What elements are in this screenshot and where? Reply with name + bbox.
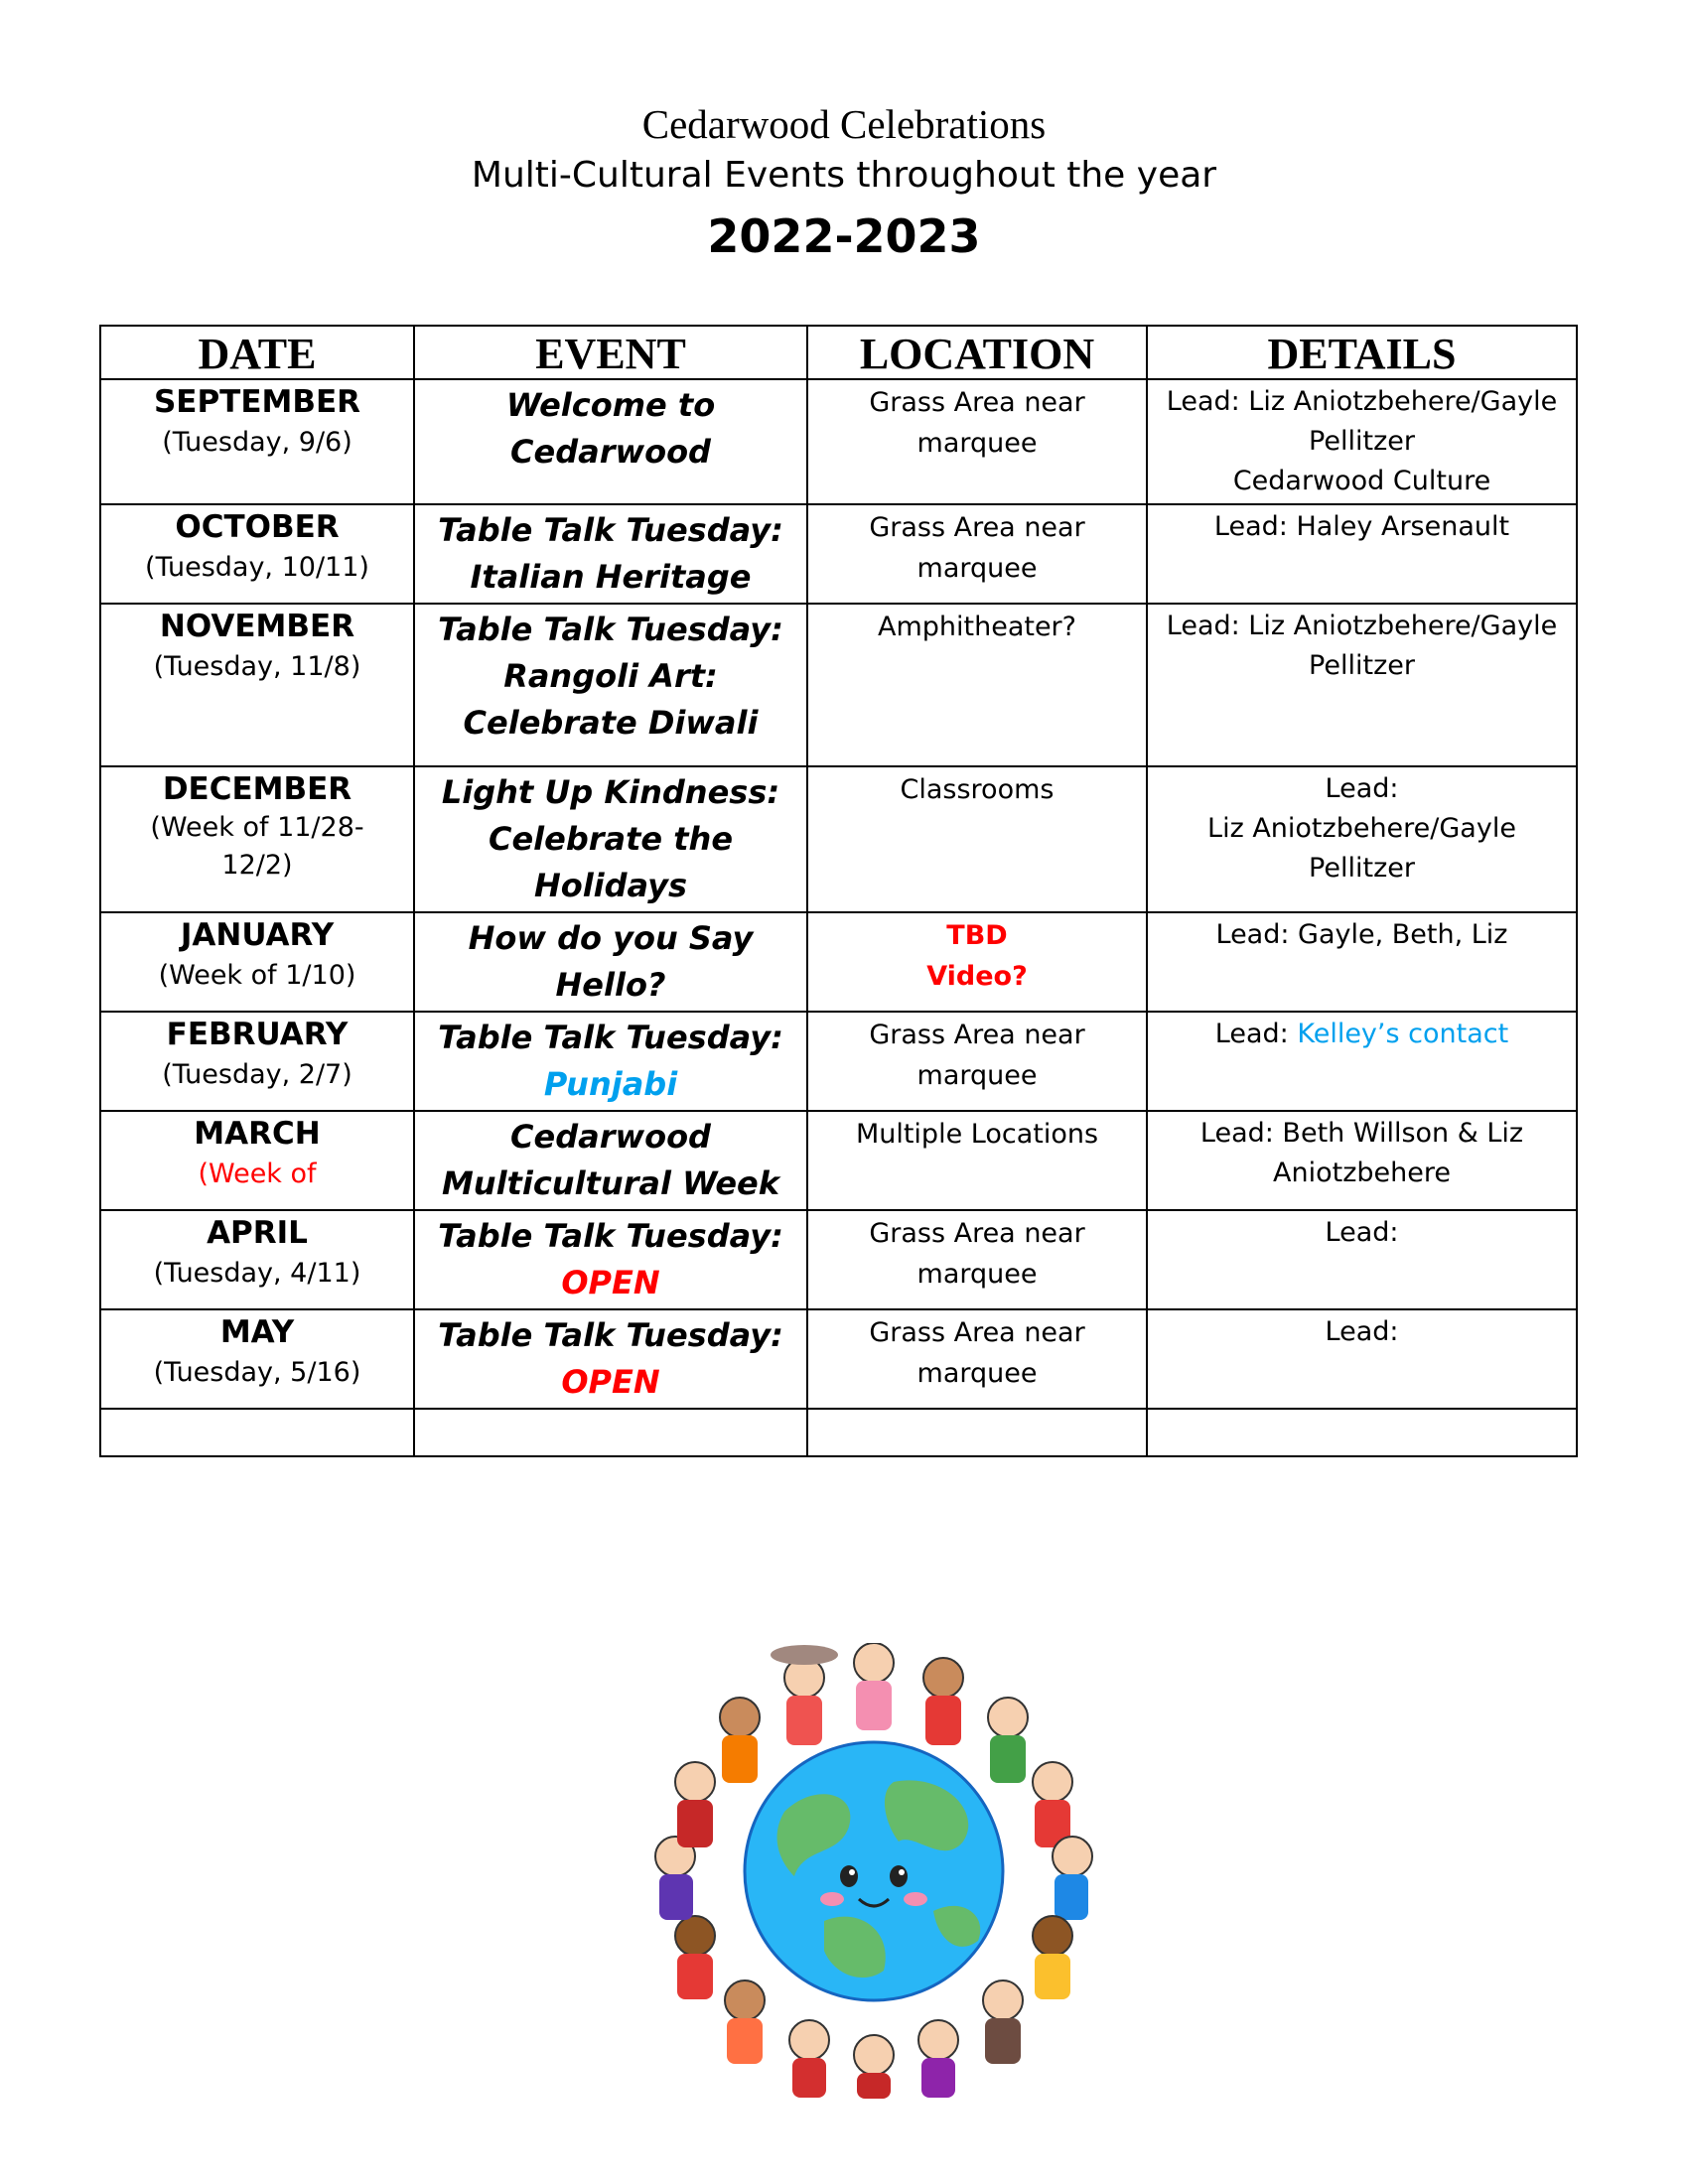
details-cell xyxy=(1147,766,1577,912)
event-line: Multicultural Week xyxy=(441,1164,780,1202)
date-cell xyxy=(100,504,414,604)
location-line: Grass Area near xyxy=(869,1020,1085,1050)
school-year: 2022-2023 xyxy=(707,209,981,263)
date-cell xyxy=(100,1210,414,1309)
location-cell xyxy=(807,379,1147,504)
date-detail: (Week of 1/10) xyxy=(158,960,356,991)
table-row xyxy=(100,604,1577,766)
location-line: marquee xyxy=(916,1060,1038,1091)
table-row xyxy=(100,504,1577,604)
empty-cell xyxy=(807,1409,1147,1456)
location-line: Amphitheater? xyxy=(877,612,1076,642)
details-cell xyxy=(1147,1210,1577,1309)
event-line: Table Talk Tuesday: xyxy=(438,1217,783,1255)
month-label: SEPTEMBER xyxy=(153,384,361,420)
event-line: Table Talk Tuesday: xyxy=(438,611,783,648)
table-row xyxy=(100,912,1577,1012)
event-line: Cedarwood xyxy=(510,433,711,471)
details-line: Lead: xyxy=(1325,1316,1399,1347)
details-cell xyxy=(1147,604,1577,766)
location-line: TBD xyxy=(946,920,1008,951)
details-cell xyxy=(1147,1111,1577,1210)
month-label: DECEMBER xyxy=(162,771,352,807)
event-cell xyxy=(414,1210,807,1309)
details-line xyxy=(1152,1015,1572,1054)
event-cell xyxy=(414,604,807,766)
date-detail: 12/2) xyxy=(221,850,293,881)
location-cell xyxy=(807,504,1147,604)
table-row xyxy=(100,1210,1577,1309)
event-line: Celebrate Diwali xyxy=(463,704,759,742)
month-label: FEBRUARY xyxy=(166,1017,349,1052)
location-cell xyxy=(807,1309,1147,1409)
event-line: Welcome to xyxy=(505,386,716,424)
location-line: marquee xyxy=(916,1358,1038,1389)
date-cell xyxy=(100,379,414,504)
details-cell xyxy=(1147,379,1577,504)
details-line: Pellitzer xyxy=(1309,426,1415,457)
details-cell xyxy=(1147,912,1577,1012)
table-row xyxy=(100,766,1577,912)
children-around-globe-illustration xyxy=(645,1643,1102,2100)
location-line: marquee xyxy=(916,1259,1038,1290)
date-detail: (Tuesday, 9/6) xyxy=(162,427,352,458)
location-cell xyxy=(807,766,1147,912)
date-cell xyxy=(100,766,414,912)
location-cell xyxy=(807,1210,1147,1309)
document-subtitle: Multi-Cultural Events throughout the year xyxy=(471,155,1217,196)
event-line: Rangoli Art: xyxy=(503,657,718,695)
location-line: Multiple Locations xyxy=(855,1119,1099,1150)
details-cell xyxy=(1147,1309,1577,1409)
event-cell xyxy=(414,1012,807,1111)
date-cell xyxy=(100,604,414,766)
date-detail: (Tuesday, 10/11) xyxy=(145,552,369,583)
details-line: Lead: Liz Aniotzbehere/Gayle xyxy=(1166,386,1558,417)
column-header-location: LOCATION xyxy=(807,326,1147,379)
event-line: Punjabi xyxy=(543,1065,678,1103)
table-header-row xyxy=(100,326,1577,379)
location-cell xyxy=(807,604,1147,766)
column-header-details: DETAILS xyxy=(1147,326,1577,379)
empty-cell xyxy=(100,1409,414,1456)
globe xyxy=(745,1742,1003,2000)
date-detail: (Week of xyxy=(198,1159,317,1189)
location-line: Grass Area near xyxy=(869,1317,1085,1348)
details-line: Lead: Beth Willson & Liz xyxy=(1199,1118,1524,1149)
events-table xyxy=(99,325,1578,1457)
event-cell xyxy=(414,1309,807,1409)
column-header-date: DATE xyxy=(100,326,414,379)
empty-cell xyxy=(414,1409,807,1456)
details-line: Aniotzbehere xyxy=(1273,1158,1451,1188)
empty-row xyxy=(100,1409,1577,1456)
details-cell xyxy=(1147,504,1577,604)
details-line: Lead: Haley Arsenault xyxy=(1213,511,1510,542)
table-row xyxy=(100,1111,1577,1210)
details-line: Lead: xyxy=(1325,773,1399,804)
event-line: Table Talk Tuesday: xyxy=(438,511,783,549)
event-line: Table Talk Tuesday: xyxy=(438,1019,783,1056)
location-cell xyxy=(807,1111,1147,1210)
date-detail: (Tuesday, 4/11) xyxy=(153,1258,361,1289)
event-cell xyxy=(414,912,807,1012)
globe-illustration-svg xyxy=(645,1643,1102,2100)
month-label: MARCH xyxy=(194,1116,321,1152)
event-cell xyxy=(414,504,807,604)
location-line: Grass Area near xyxy=(869,1218,1085,1249)
event-cell xyxy=(414,379,807,504)
details-prefix: Lead: xyxy=(1214,1019,1298,1049)
event-line: How do you Say Hello? xyxy=(468,919,754,1004)
event-line: Celebrate the Holidays xyxy=(488,820,734,904)
details-line: Lead: Gayle, Beth, Liz xyxy=(1215,919,1508,950)
location-cell xyxy=(807,1012,1147,1111)
details-line: Pellitzer xyxy=(1309,853,1415,884)
document-title: Cedarwood Celebrations xyxy=(641,101,1047,147)
month-label: APRIL xyxy=(207,1215,308,1251)
location-line: marquee xyxy=(916,428,1038,459)
event-line: Italian Heritage xyxy=(470,558,752,596)
details-line: Cedarwood Culture xyxy=(1232,466,1491,496)
date-detail: (Tuesday, 5/16) xyxy=(153,1357,361,1388)
date-cell xyxy=(100,1012,414,1111)
location-line: Classrooms xyxy=(900,774,1055,805)
empty-cell xyxy=(1147,1409,1577,1456)
date-cell xyxy=(100,912,414,1012)
details-line: Pellitzer xyxy=(1309,650,1415,681)
location-cell xyxy=(807,912,1147,1012)
event-line: Table Talk Tuesday: xyxy=(438,1316,783,1354)
location-line: Grass Area near xyxy=(869,512,1085,543)
event-cell xyxy=(414,766,807,912)
table-row xyxy=(100,379,1577,504)
event-line: Cedarwood xyxy=(510,1118,711,1156)
month-label: JANUARY xyxy=(180,917,335,953)
table-row xyxy=(100,1309,1577,1409)
location-line: Video? xyxy=(926,961,1028,992)
date-detail: (Tuesday, 2/7) xyxy=(162,1059,352,1090)
contact-link[interactable]: Kelley’s contact xyxy=(1297,1019,1509,1049)
event-line: Light Up Kindness: xyxy=(441,773,780,811)
details-line: Lead: xyxy=(1325,1217,1399,1248)
event-line: OPEN xyxy=(561,1264,660,1301)
details-cell xyxy=(1147,1012,1577,1111)
date-cell xyxy=(100,1309,414,1409)
date-detail: (Week of 11/28- xyxy=(150,812,364,843)
table-row xyxy=(100,1012,1577,1111)
event-cell xyxy=(414,1111,807,1210)
location-line: Grass Area near xyxy=(869,387,1085,418)
details-line: Liz Aniotzbehere/Gayle xyxy=(1207,813,1516,844)
month-label: OCTOBER xyxy=(175,509,340,545)
date-detail: (Tuesday, 11/8) xyxy=(153,651,361,682)
date-cell xyxy=(100,1111,414,1210)
month-label: MAY xyxy=(219,1314,295,1350)
month-label: NOVEMBER xyxy=(159,609,355,644)
location-line: marquee xyxy=(916,553,1038,584)
details-line: Lead: Liz Aniotzbehere/Gayle xyxy=(1166,611,1558,641)
event-line: OPEN xyxy=(561,1363,660,1401)
column-header-event: EVENT xyxy=(414,326,807,379)
